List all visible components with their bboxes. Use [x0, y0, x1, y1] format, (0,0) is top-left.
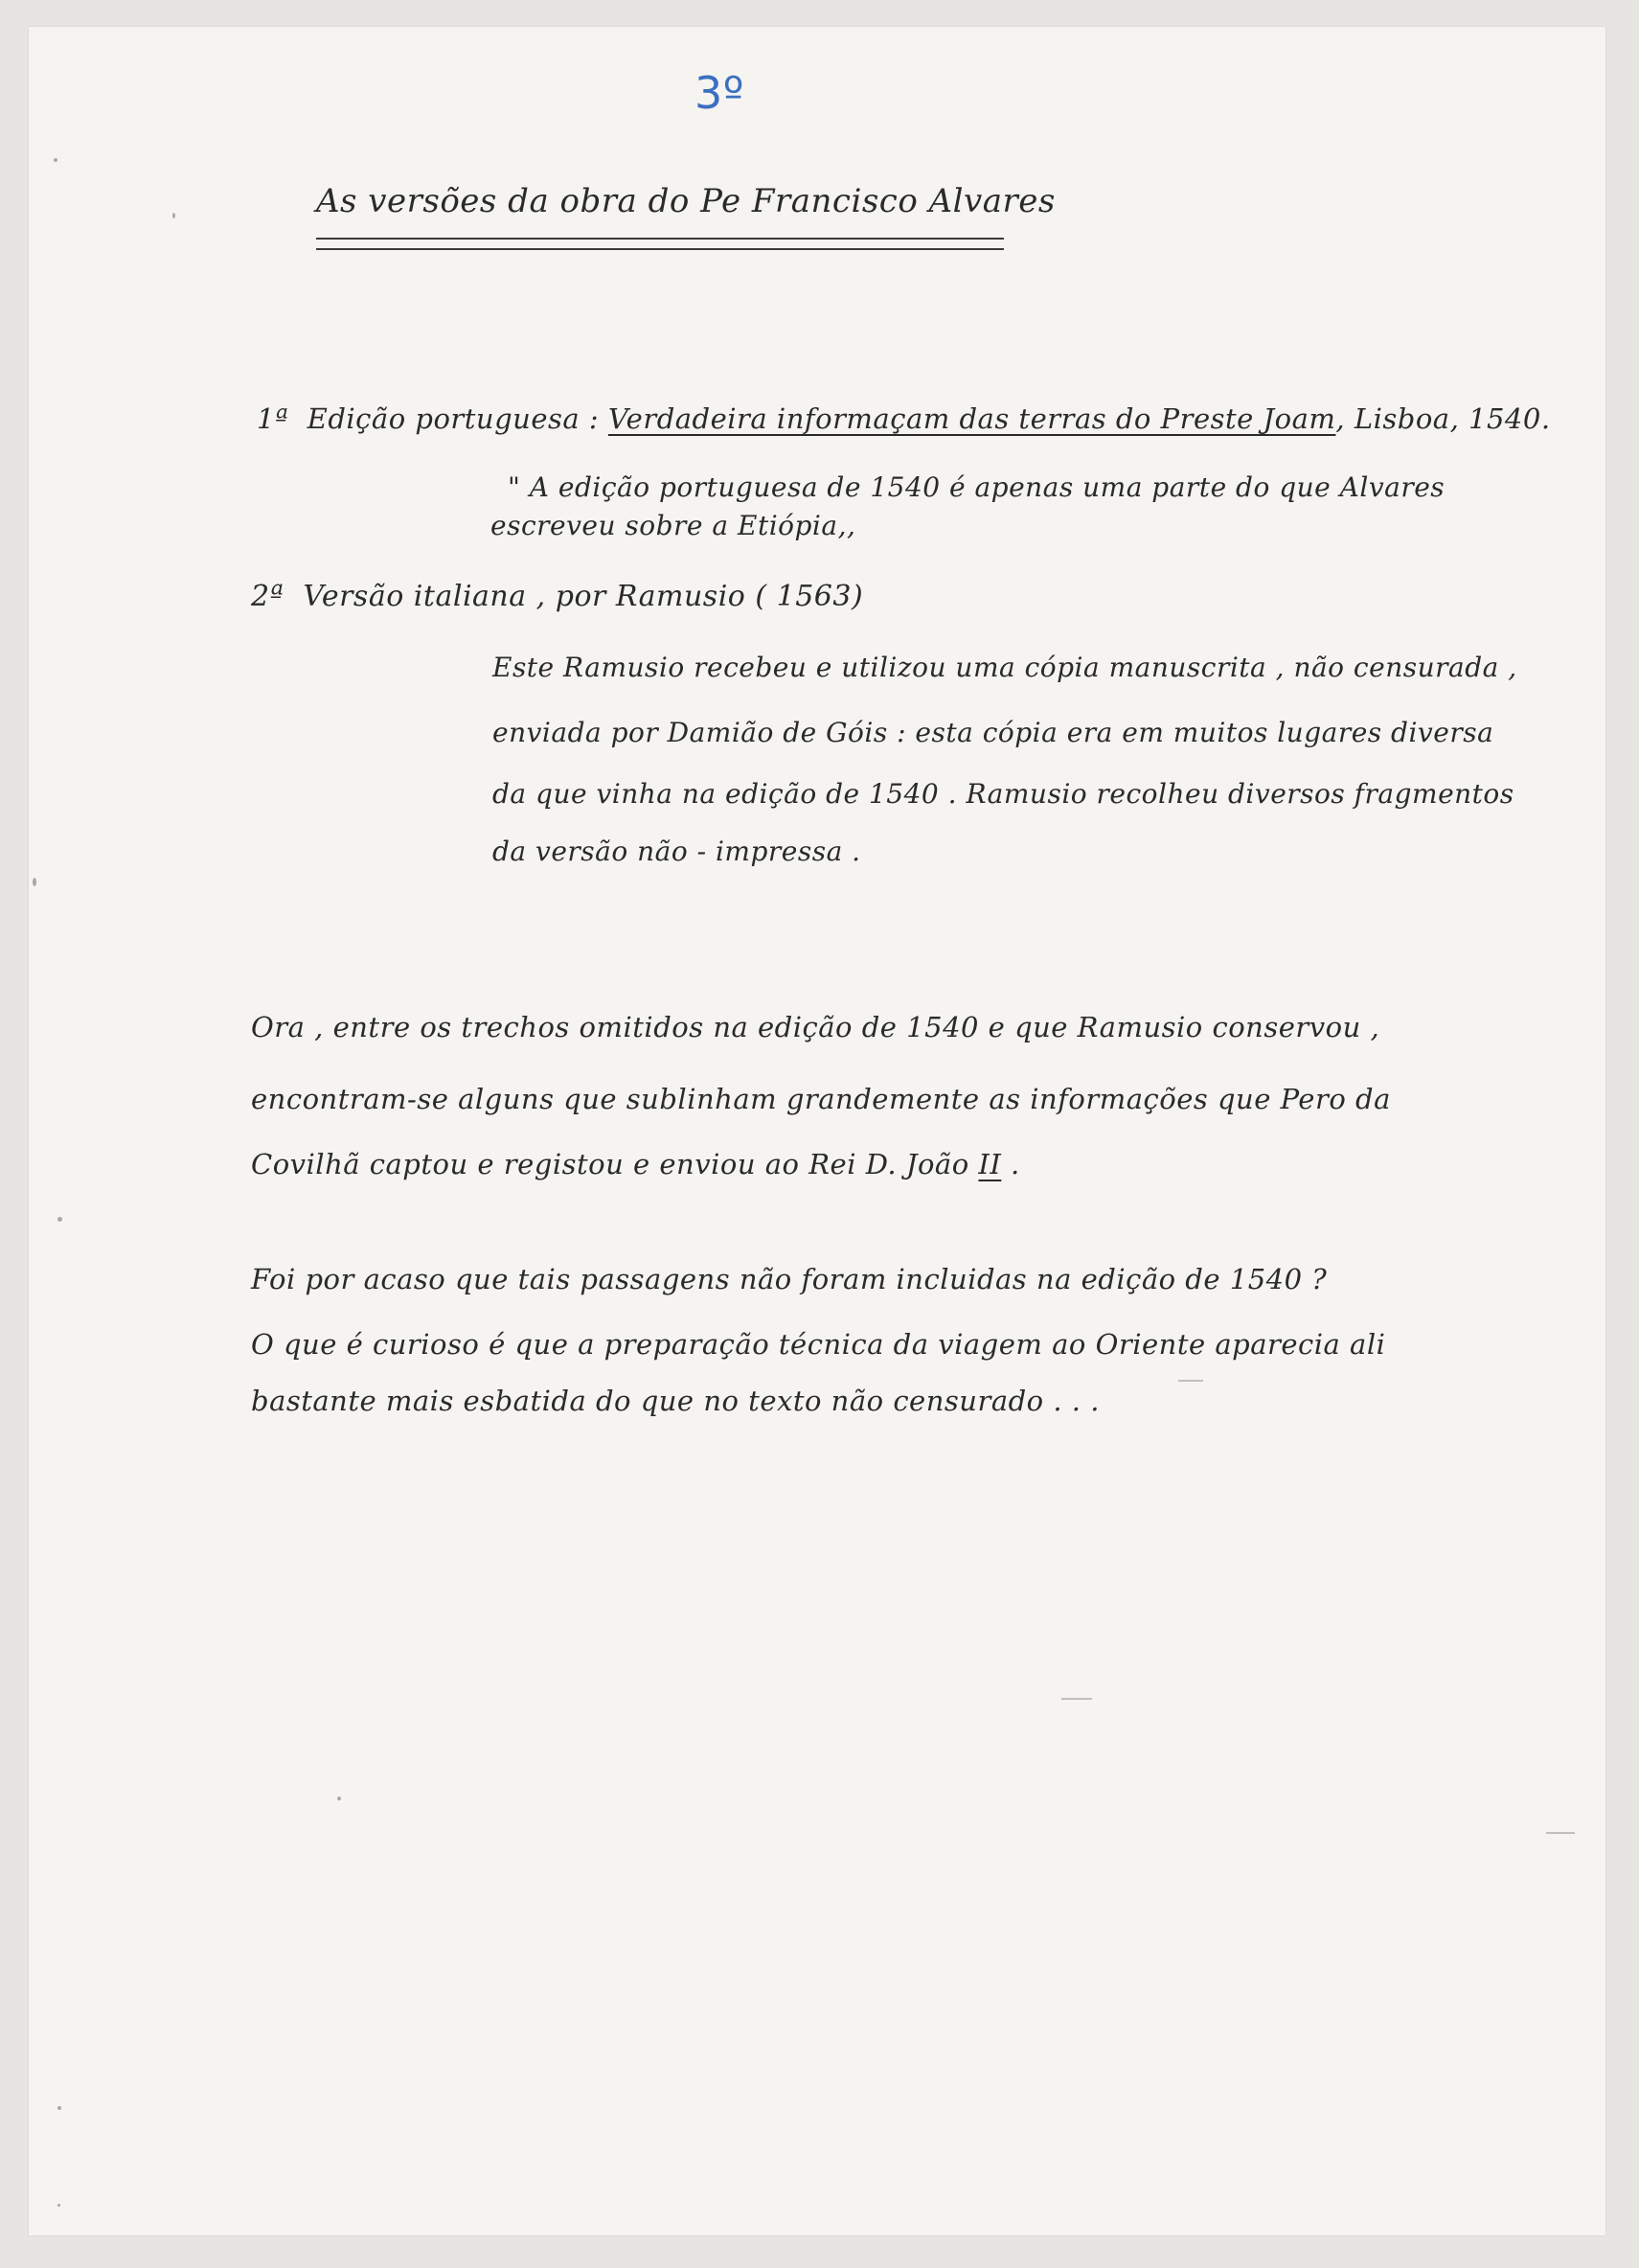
paragraph-2-line: bastante mais esbatida do que no texto não censurado . . .: [251, 1385, 1100, 1417]
paragraph-1-line: encontram-se alguns que sublinham grandemente as informações que Pero da: [251, 1083, 1391, 1115]
scan-speck: [57, 1217, 62, 1222]
paragraph-1-last-line: [251, 1148, 1020, 1180]
item-1-text: Edição portuguesa :: [307, 402, 600, 435]
scan-speck: [337, 1797, 341, 1800]
paragraph-2-line: Foi por acaso que tais passagens não foram incluidas na edição de 1540 ?: [251, 1263, 1328, 1295]
item-2-text-line: da que vinha na edição de 1540 . Ramusio recolheu diversos fragmentos: [492, 778, 1514, 810]
paragraph-1-end: .: [1001, 1148, 1020, 1180]
paragraph-2-line: O que é curioso é que a preparação técnica da viagem ao Oriente aparecia ali: [251, 1328, 1386, 1361]
scan-smudge: [1178, 1380, 1203, 1382]
king-numeral: II: [978, 1148, 1002, 1180]
item-2-heading: Versão italiana , por Ramusio ( 1563): [303, 580, 864, 613]
item-2-heading-line: [251, 580, 863, 613]
scan-speck: [33, 878, 36, 886]
scan-speck: [57, 2204, 60, 2207]
item-2-text-line: Este Ramusio recebeu e utilizou uma cópia manuscrita , não censurada ,: [492, 652, 1517, 683]
item-2-label: 2ª: [251, 580, 285, 613]
paragraph-1-line: Covilhã captou e registou e enviou ao Rei D. João: [251, 1148, 969, 1180]
paragraph-1-line: Ora , entre os trechos omitidos na edição de 1540 e que Ramusio conservou ,: [251, 1011, 1380, 1043]
item-1-book-title: Verdadeira informaçam das terras do Preste Joam: [607, 402, 1336, 435]
item-1-quote-line: escreveu sobre a Etiópia,,: [490, 510, 856, 541]
paper-sheet: [29, 27, 1605, 2235]
item-2-text-line: enviada por Damião de Góis : esta cópia era em muitos lugares diversa: [492, 717, 1494, 748]
scan-speck: [172, 213, 175, 218]
title-double-underline: [316, 238, 1004, 250]
scan-speck: [57, 2106, 61, 2110]
item-2-text-line: da versão não - impressa .: [492, 836, 861, 867]
item-1-label: 1ª: [257, 402, 289, 435]
item-1-line: [257, 402, 1551, 435]
item-1-place-year: , Lisboa, 1540.: [1335, 402, 1551, 435]
scan-speck: [54, 158, 57, 162]
scan-smudge: [1061, 1698, 1092, 1700]
page-title: As versões da obra do Pe Francisco Alvares: [316, 182, 1056, 220]
page-number: 3º: [694, 67, 744, 119]
item-1-quote-line: " A edição portuguesa de 1540 é apenas uma parte do que Alvares: [508, 471, 1446, 503]
scan-smudge: [1546, 1832, 1575, 1834]
